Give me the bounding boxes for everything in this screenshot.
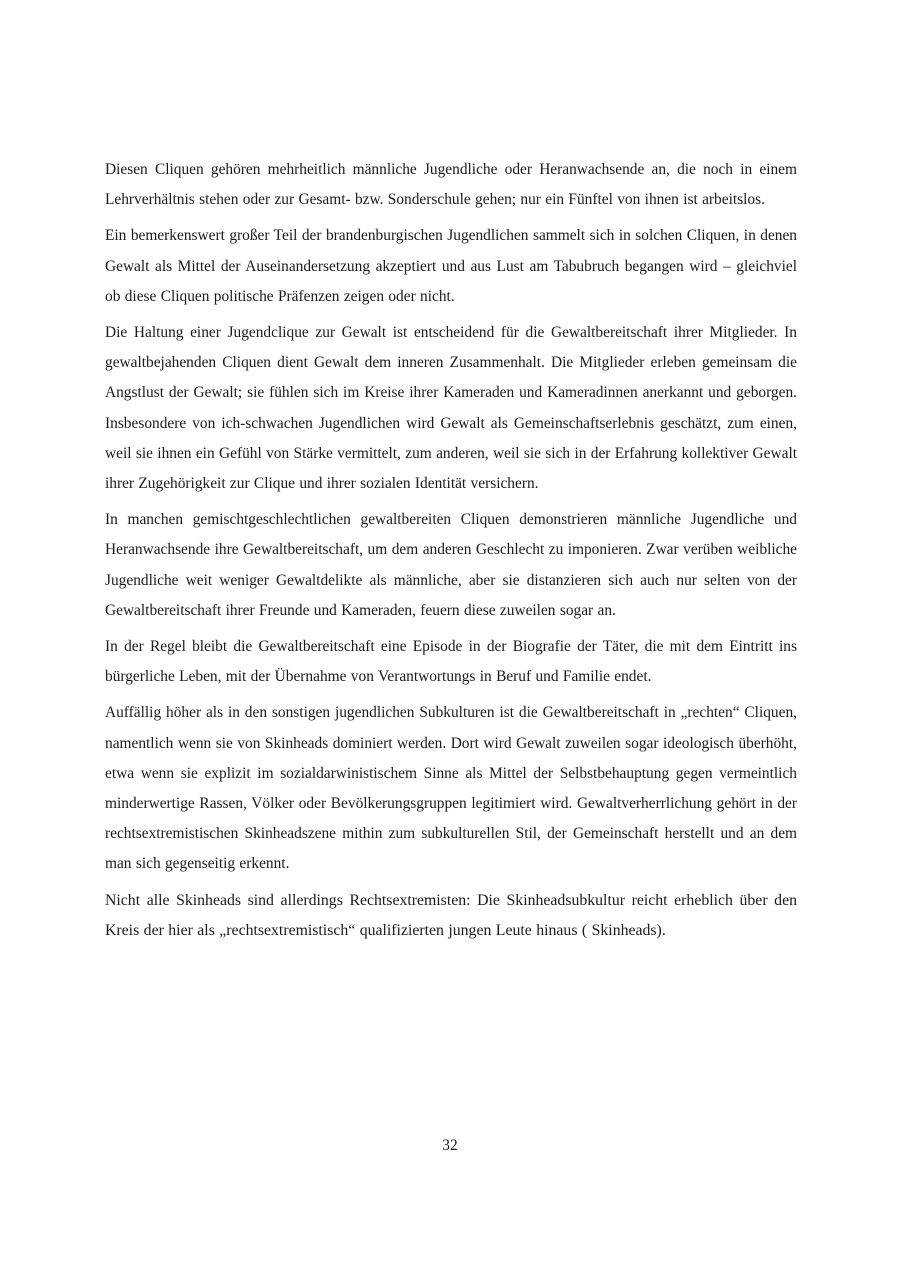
paragraph-7: Nicht alle Skinheads sind allerdings Rechtsextremisten: Die Skinheadsubkultur reicht erheblich über den Kreis der hier als „rechtsextremistisch“ qualifizierten jungen Leute hinaus ( Skinheads). <box>105 891 797 939</box>
paragraph-6: Auffällig höher als in den sonstigen jugendlichen Subkulturen ist die Gewaltbereitschaft in „rechten“ Cliquen, namentlich wenn sie von Skinheads dominiert werden. Dort wird Gewalt zuweilen sogar ideologisch überhöht, etwa wenn sie explizit im sozialdarwinistischem Sinne als Mittel der Selbstbehauptung gegen vermeintlich minderwertige Rassen, Völker oder Bevölkerungsgruppen legitimiert wird. Gewaltverherrlichung gehört in der rechtsextremistischen Skinheadszene mithin zum subkulturellen Stil, der Gemeinschaft herstellt und an dem man sich gegenseitig erkennt. <box>105 704 797 873</box>
page-number: 32 <box>442 1137 458 1154</box>
paragraph-4: In manchen gemischtgeschlechtlichen gewaltbereiten Cliquen demonstrieren männliche Jugendliche und Heranwachsende ihre Gewaltbereitschaft, um dem anderen Geschlecht zu imponieren. Zwar verüben weibliche Jugendliche weit weniger Gewaltdelikte als männliche, aber sie distanzieren sich auch nur selten von der Gewaltbereitschaft ihrer Freunde und Kameraden, feuern diese zuweilen sogar an. <box>105 511 797 619</box>
paragraph-5: In der Regel bleibt die Gewaltbereitschaft eine Episode in der Biografie der Täter, die mit dem Eintritt ins bürgerliche Leben, mit der Übernahme von Verantwortungs in Beruf und Familie endet. <box>105 638 797 686</box>
paragraph-3: Die Haltung einer Jugendclique zur Gewalt ist entscheidend für die Gewaltbereitschaft ihrer Mitglieder. In gewaltbejahenden Cliquen dient Gewalt dem inneren Zusammenhalt. Die Mitglieder erleben gemeinsam die Angstlust der Gewalt; sie fühlen sich im Kreise ihrer Kameraden und Kameradinnen anerkannt und geborgen. Insbesondere von ich-schwachen Jugendlichen wird Gewalt als Gemeinschaftserlebnis geschätzt, zum einen, weil sie ihnen ein Gefühl von Stärke vermittelt, zum anderen, weil sie sich in der Erfahrung kollektiver Gewalt ihrer Zugehörigkeit zur Clique und ihrer sozialen Identität versichern. <box>105 324 797 493</box>
paragraph-2: Ein bemerkenswert großer Teil der brandenburgischen Jugendlichen sammelt sich in solchen Cliquen, in denen Gewalt als Mittel der Auseinandersetzung akzeptiert und aus Lust am Tabubruch begangen wird – gleichviel ob diese Cliquen politische Präfenzen zeigen oder nicht. <box>105 227 797 305</box>
paragraph-1: Diesen Cliquen gehören mehrheitlich männliche Jugendliche oder Heranwachsende an, die noch in einem Lehrverhältnis stehen oder zur Gesamt- bzw. Sonderschule gehen; nur ein Fünftel von ihnen ist arbeitslos. <box>105 161 797 209</box>
body-text <box>105 155 797 952</box>
